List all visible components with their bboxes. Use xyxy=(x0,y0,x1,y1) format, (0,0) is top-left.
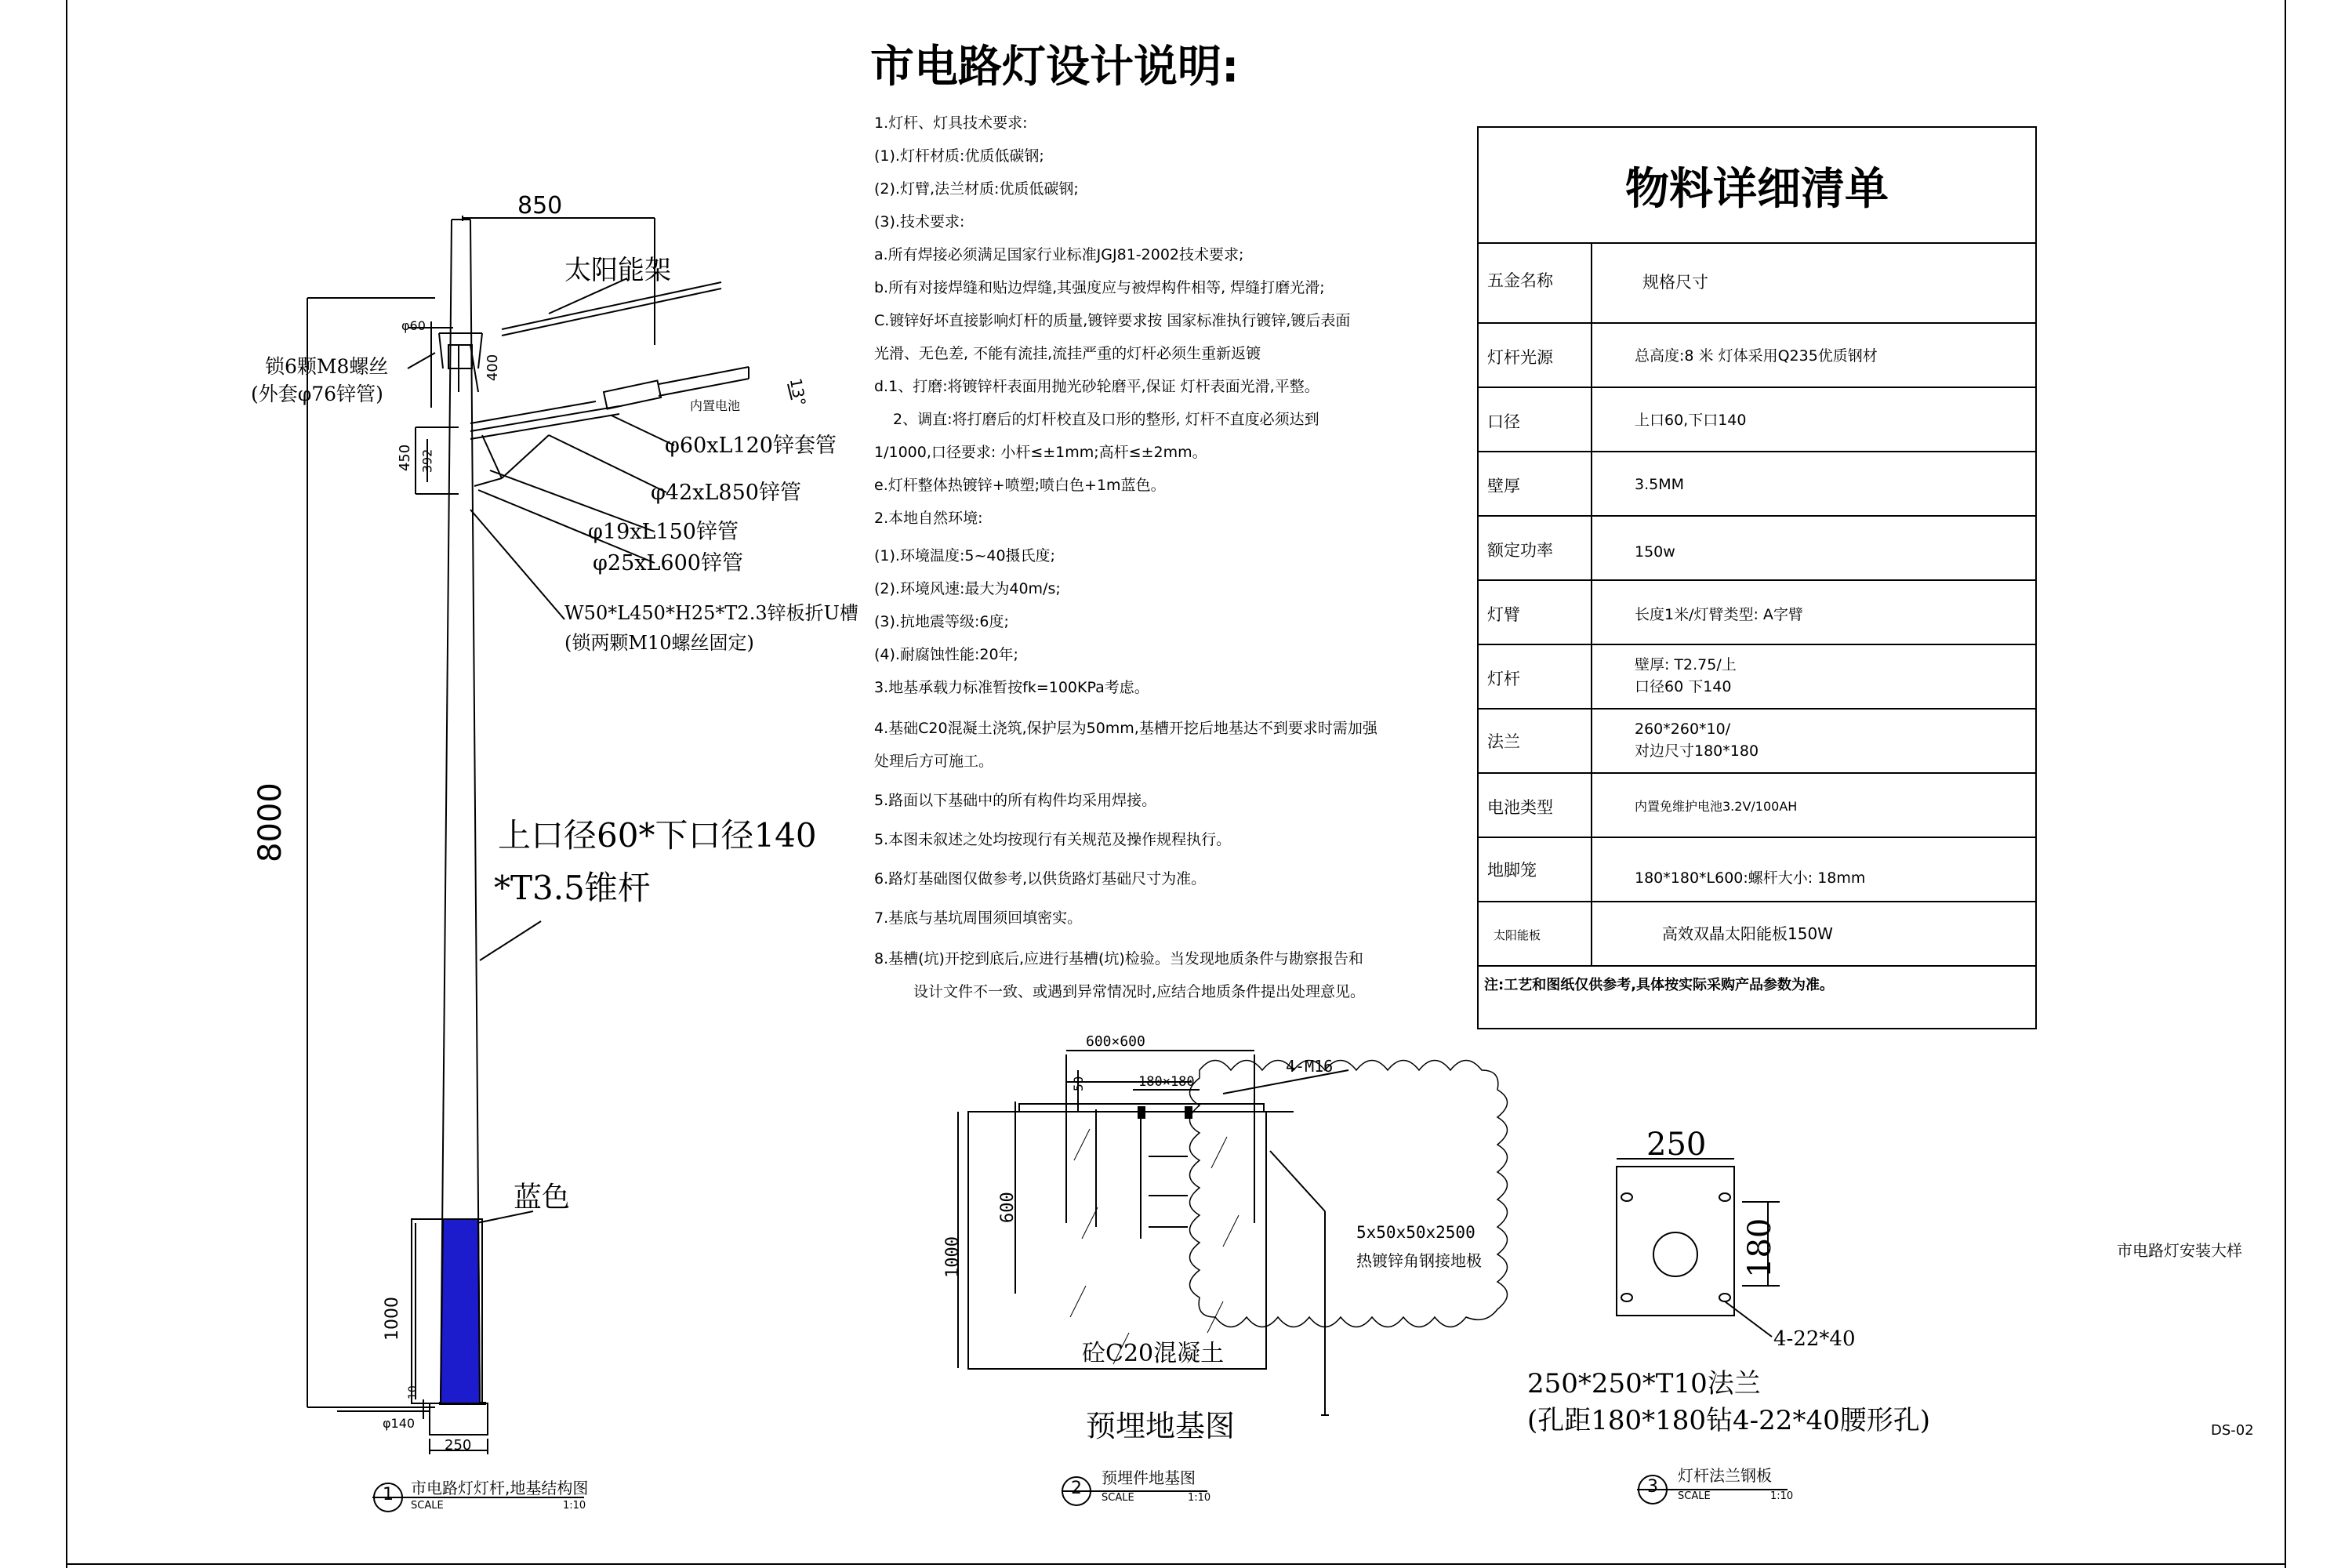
row-name: 壁厚 xyxy=(1487,477,1520,495)
dim-10: 10 xyxy=(407,1385,419,1399)
note-line: 7.基底与基坑周围须回填密实。 xyxy=(874,909,1083,927)
phi60-label: φ60 xyxy=(401,318,426,333)
dim-top: 850 xyxy=(517,192,563,220)
caption-1-scale: 1:10 xyxy=(563,1500,586,1512)
row-spec-2: 对边尺寸180*180 xyxy=(1635,742,1759,760)
page-title: 市电路灯设计说明: xyxy=(870,42,1240,93)
sheet-number: DS-02 xyxy=(2211,1422,2254,1439)
caption-3-number: 3 xyxy=(1647,1477,1658,1497)
row-name: 太阳能板 xyxy=(1494,928,1541,942)
pipe-2-label: φ42xL850锌管 xyxy=(651,481,801,505)
bolt-note-2: (外套φ76锌管) xyxy=(251,383,383,405)
note-line: 5.路面以下基础中的所有构件均采用焊接。 xyxy=(874,792,1157,809)
note-line: d.1、打磨:将镀锌杆表面用抛光砂轮磨平,保证 灯杆表面光滑,平整。 xyxy=(874,378,1319,395)
dim-8000: 8000 xyxy=(252,782,289,862)
row-name: 法兰 xyxy=(1487,732,1520,751)
row-spec: 150w xyxy=(1635,543,1675,561)
note-line: (4).耐腐蚀性能:20年; xyxy=(874,646,1018,663)
ground-plate-size: 5x50x50x2500 xyxy=(1356,1223,1475,1242)
note-line: 2、调直:将打磨后的灯杆校直及口形的整形, 灯杆不直度必须达到 xyxy=(893,411,1319,428)
dim-1000: 1000 xyxy=(383,1297,402,1341)
flange-dim-180: 180 xyxy=(1742,1218,1778,1278)
note-line: (1).灯杆材质:优质低碳钢; xyxy=(874,147,1044,165)
material-table xyxy=(1478,127,2036,1029)
ground-plate-label: 热镀锌角钢接地极 xyxy=(1356,1251,1482,1270)
phi140-label: φ140 xyxy=(383,1416,416,1431)
row-spec: 总高度:8 米 灯体采用Q235优质钢材 xyxy=(1635,347,1878,365)
note-line: 5.本图未叙述之处均按现行有关规范及操作规程执行。 xyxy=(874,831,1232,848)
pipe-4-label: φ25xL600锌管 xyxy=(593,551,743,575)
blue-label: 蓝色 xyxy=(514,1181,571,1214)
note-line: 1/1000,口径要求: 小杆≤±1mm;高杆≤±2mm。 xyxy=(874,444,1207,461)
table-footnote: 注:工艺和图纸仅供参考,具体按实际采购产品参数为准。 xyxy=(1484,977,1835,993)
note-line: 4.基础C20混凝土浇筑,保护层为50mm,基槽开挖后地基达不到要求时需加强 xyxy=(874,720,1377,737)
caption-1-number: 1 xyxy=(383,1485,394,1504)
note-line: 设计文件不一致、或遇到异常情况时,应结合地质条件提出处理意见。 xyxy=(913,983,1366,1000)
note-line: 6.路灯基础图仅做参考,以供货路灯基础尺寸为准。 xyxy=(874,870,1207,887)
row-name: 地脚笼 xyxy=(1487,861,1537,880)
note-line: 8.基槽(坑)开挖到底后,应进行基槽(坑)检验。当发现地质条件与勘察报告和 xyxy=(874,950,1363,967)
solar-frame-label: 太阳能架 xyxy=(564,255,671,286)
note-line: (3).技术要求: xyxy=(874,213,965,230)
dim-50: 50 xyxy=(1071,1076,1086,1091)
row-spec: 3.5MM xyxy=(1635,476,1685,493)
angle-label: 13° xyxy=(786,376,810,408)
row-name: 灯杆 xyxy=(1487,670,1520,688)
row-spec: 高效双晶太阳能板150W xyxy=(1662,924,1833,943)
note-line: 处理后方可施工。 xyxy=(874,753,994,770)
pipe-3-label: φ19xL150锌管 xyxy=(588,520,739,544)
caption-2: 预埋件地基图 xyxy=(1102,1468,1196,1487)
note-line: a.所有焊接必须满足国家行业标准JGJ81-2002技术要求; xyxy=(874,246,1244,263)
row-spec: 180*180*L600:螺杆大小: 18mm xyxy=(1635,869,1866,887)
note-line: (2).灯臂,法兰材质:优质低碳钢; xyxy=(874,180,1079,198)
bolt-note-1: 锁6颗M8螺丝 xyxy=(265,355,389,378)
dim-392: 392 xyxy=(419,448,435,474)
note-line: b.所有对接焊缝和贴边焊缝,其强度应与被焊构件相等, 焊缝打磨光滑; xyxy=(874,279,1325,296)
caption-1: 市电路灯灯杆,地基结构图 xyxy=(411,1479,589,1497)
row-spec-2: 口径60 下140 xyxy=(1635,678,1732,695)
note-line: 光滑、无色差, 不能有流挂,流挂严重的灯杆必须生重新返镀 xyxy=(874,345,1261,362)
dim-450: 450 xyxy=(397,444,414,472)
concrete-label: 砼C20混凝土 xyxy=(1082,1340,1225,1367)
row-spec: 上口60,下口140 xyxy=(1635,412,1747,429)
pipe-1-label: φ60xL120锌套管 xyxy=(665,434,837,458)
blue-paint-section xyxy=(441,1219,480,1403)
dim-600x600: 600×600 xyxy=(1086,1033,1145,1050)
row-name: 灯臂 xyxy=(1487,605,1520,624)
note-line: 2.本地自然环境: xyxy=(874,510,983,527)
battery-label: 内置电池 xyxy=(690,398,741,413)
header-name: 五金名称 xyxy=(1487,271,1553,290)
row-name: 灯杆光源 xyxy=(1487,348,1553,367)
foundation-title: 预埋地基图 xyxy=(1086,1409,1236,1443)
table-header-row xyxy=(1478,243,2036,323)
row-spec: 壁厚: T2.75/上 xyxy=(1635,656,1737,673)
note-line: (2).环境风速:最大为40m/s; xyxy=(874,580,1061,597)
channel-label-1: W50*L450*H25*T2.3锌板折U槽 xyxy=(564,602,858,624)
dim-180x180: 180×180 xyxy=(1138,1074,1195,1090)
flange-title-2: (孔距180*180钻4-22*40腰形孔) xyxy=(1527,1405,1930,1436)
caption-2-number: 2 xyxy=(1071,1479,1082,1498)
note-line: 1.灯杆、灯具技术要求: xyxy=(874,114,1028,132)
pole-spec-2: *T3.5锥杆 xyxy=(494,869,651,907)
row-name: 口径 xyxy=(1487,412,1520,431)
caption-2-scale: 1:10 xyxy=(1188,1492,1211,1504)
row-spec: 内置免维护电池3.2V/100AH xyxy=(1635,799,1798,814)
dim-400: 400 xyxy=(485,354,502,382)
note-line: (3).抗地震等级:6度; xyxy=(874,613,1009,630)
table-title: 物料详细清单 xyxy=(1625,164,1889,215)
row-name: 电池类型 xyxy=(1487,798,1553,817)
caption-2-scale-label: SCALE xyxy=(1102,1492,1134,1504)
flange-dim-250: 250 xyxy=(1646,1127,1707,1163)
row-spec: 长度1米/灯臂类型: A字臂 xyxy=(1635,606,1803,623)
sheet-label: 市电路灯安装大样 xyxy=(2117,1241,2242,1260)
flange-title-1: 250*250*T10法兰 xyxy=(1527,1368,1761,1399)
caption-1-scale-label: SCALE xyxy=(411,1500,444,1512)
bolt-label: 4-M16 xyxy=(1286,1057,1334,1076)
dim-1000-foundation: 1000 xyxy=(943,1236,963,1278)
dim-600: 600 xyxy=(998,1192,1018,1223)
pole-spec-1: 上口径60*下口径140 xyxy=(498,816,817,855)
channel-label-2: (锁两颗M10螺丝固定) xyxy=(564,632,754,654)
caption-3-scale: 1:10 xyxy=(1770,1490,1794,1502)
row-spec: 260*260*10/ xyxy=(1635,720,1731,738)
dim-250: 250 xyxy=(445,1437,472,1454)
row-name: 额定功率 xyxy=(1487,541,1553,560)
note-line: C.镀锌好坏直接影响灯杆的质量,镀锌要求按 国家标准执行镀锌,镀后表面 xyxy=(874,312,1351,329)
flange-holes: 4-22*40 xyxy=(1773,1327,1856,1351)
caption-3-scale-label: SCALE xyxy=(1678,1490,1711,1502)
note-line: (1).环境温度:5~40摄氏度; xyxy=(874,547,1055,564)
note-line: 3.地基承载力标准暂按fk=100KPa考虑。 xyxy=(874,679,1149,696)
note-line: e.灯杆整体热镀锌+喷塑;喷白色+1m蓝色。 xyxy=(874,477,1166,494)
header-spec: 规格尺寸 xyxy=(1642,273,1708,292)
caption-3: 灯杆法兰钢板 xyxy=(1678,1466,1772,1485)
